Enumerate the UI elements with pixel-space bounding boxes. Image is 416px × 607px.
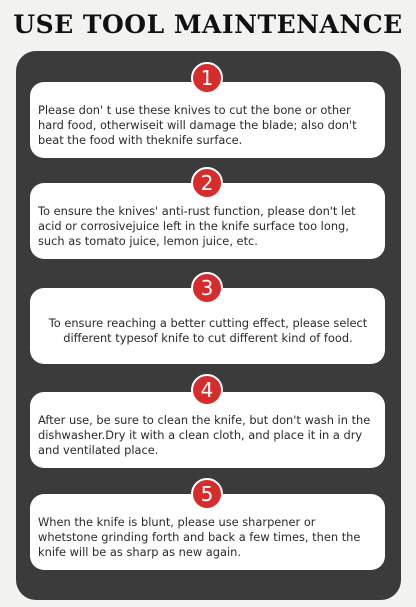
step-text: After use, be sure to clean the knife, but don't wash in the dishwasher.Dry it with a clean cloth, and place it in a dry and ventilated place. <box>38 412 371 457</box>
step-number-badge: 3 <box>191 272 223 304</box>
step-text: To ensure reaching a better cutting effect, please select different typesof knife to cut different kind of food. <box>48 316 368 345</box>
step-number-badge: 1 <box>191 62 223 94</box>
step-text: When the knife is blunt, please use sharpener or whetstone grinding forth and back a few times, then the knife will be as sharp as new again. <box>38 514 361 559</box>
step-text: To ensure the knives' anti-rust function, please don't let acid or corrosivejuice left in the knife surface too long, such as tomato juice, lemon juice, etc. <box>38 203 356 248</box>
step-number-badge: 2 <box>191 167 223 199</box>
page-title: USE TOOL MAINTENANCE <box>13 10 403 39</box>
step-number-badge: 5 <box>191 478 223 510</box>
step-number-badge: 4 <box>191 374 223 406</box>
step-text: Please don' t use these knives to cut the bone or other hard food, otherwiseit will damage the blade; also don't beat the food with theknife surface. <box>38 102 357 147</box>
